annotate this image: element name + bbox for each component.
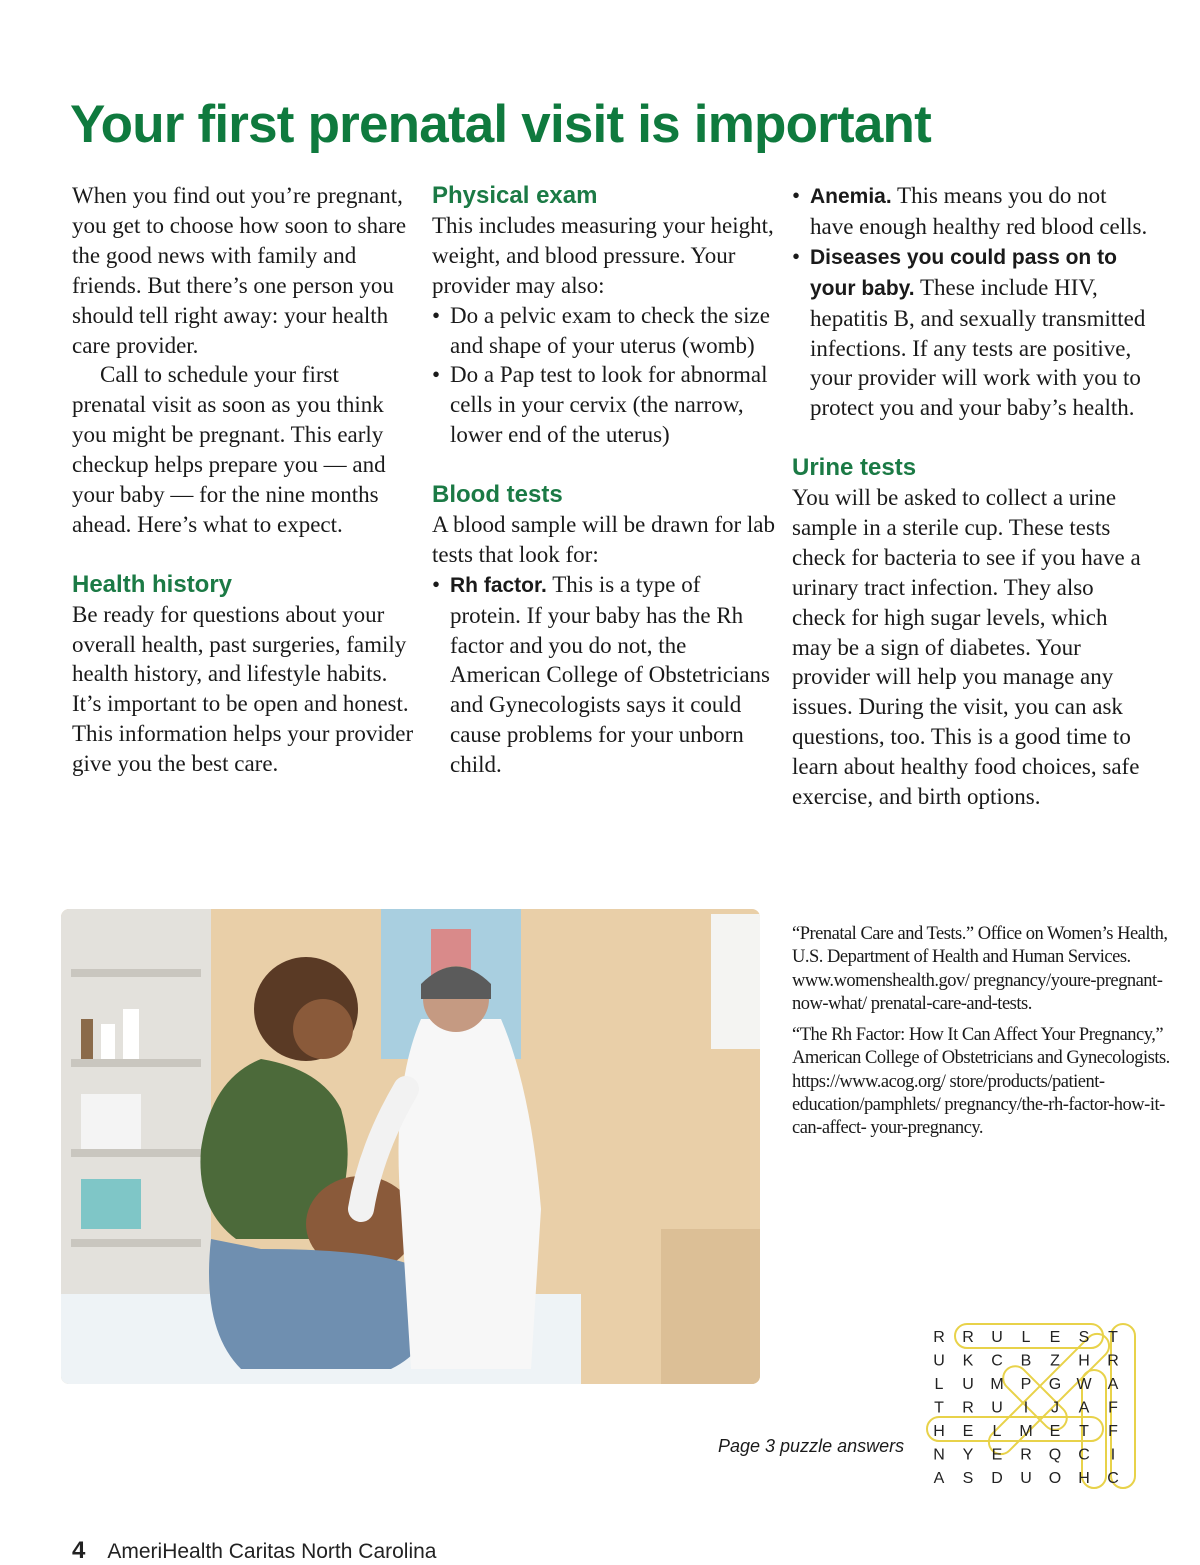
puzzle-letter: B: [1020, 1352, 1032, 1370]
puzzle-letter: T: [1108, 1329, 1118, 1346]
rh-factor-lead: Rh factor.: [450, 573, 547, 597]
list-item: • Do a pelvic exam to check the size and shape of your uterus (womb): [432, 301, 777, 361]
column-1: [72, 181, 417, 779]
puzzle-answers-label: Page 3 puzzle answers: [718, 1436, 905, 1456]
puzzle-letter: E: [991, 1446, 1003, 1464]
column-3: [792, 181, 1152, 812]
health-history-text: Be ready for questions about your overall health, past surgeries, family health history, and lifestyle habits. It’s important to be open and honest. This information helps your provider give you the best care.: [72, 601, 414, 777]
puzzle-letter: C: [1107, 1470, 1119, 1487]
puzzle-letter: M: [990, 1376, 1004, 1393]
diseases-lead: Diseases you could pass on to your baby.: [810, 245, 1117, 300]
puzzle-letter: G: [1048, 1376, 1062, 1393]
puzzle-letter: P: [1020, 1376, 1032, 1393]
puzzle-letter: A: [1107, 1376, 1119, 1393]
puzzle-letter: S: [1078, 1329, 1090, 1346]
page-number: 4: [72, 1537, 86, 1564]
puzzle-letter: Z: [1050, 1352, 1060, 1370]
puzzle-letter: D: [991, 1470, 1003, 1487]
list-item-diseases: [792, 242, 1152, 423]
anemia-lead: Anemia.: [810, 185, 892, 208]
puzzle-letter: H: [1078, 1470, 1090, 1487]
puzzle-letter: K: [962, 1352, 974, 1370]
doctor-examining-pregnant-patient-photo: [61, 909, 760, 1384]
diseases-text: These include HIV, hepatitis B, and sexually transmitted infections. If any tests are positive, your provider will work with you to protect you and your baby’s health.: [810, 274, 1146, 421]
health-history-heading: Health history: [72, 570, 233, 598]
puzzle-letter: T: [1079, 1423, 1089, 1440]
publisher-name: AmeriHealth Caritas North Carolina: [107, 1540, 437, 1563]
puzzle-letter: A: [933, 1470, 945, 1487]
word-search-puzzle-answers: [925, 1322, 1140, 1492]
puzzle-letter: L: [934, 1376, 944, 1393]
list-item-rh-factor: [432, 570, 777, 780]
intro-paragraph-2: Call to schedule your first prenatal visit as soon as you think you might be pregnant. This early checkup helps prepare you — and your baby — for the nine months ahead. Here’s what to expect.: [72, 362, 386, 537]
blood-tests-list: [432, 570, 777, 780]
column-2: [432, 181, 777, 780]
puzzle-letter: T: [934, 1399, 944, 1417]
puzzle-letter: O: [1048, 1470, 1062, 1487]
puzzle-letter: R: [933, 1329, 945, 1346]
references: [792, 923, 1172, 1149]
puzzle-letter: H: [933, 1423, 945, 1440]
puzzle-letter: U: [933, 1352, 945, 1370]
puzzle-letter: U: [1020, 1470, 1032, 1487]
puzzle-letter: Q: [1048, 1446, 1062, 1464]
physical-exam-heading: Physical exam: [432, 182, 598, 209]
physical-exam-list: [432, 301, 777, 451]
urine-tests-heading: Urine tests: [792, 454, 917, 482]
puzzle-letter: J: [1051, 1399, 1059, 1417]
puzzle-letter: C: [1078, 1446, 1090, 1464]
puzzle-letter: I: [1110, 1446, 1116, 1464]
anemia-text: This means you do not have enough healthy red blood cells.: [810, 183, 1148, 239]
puzzle-letter: R: [962, 1399, 974, 1417]
urine-tests-text: You will be asked to collect a urine sample in a sterile cup. These tests check for bacteria to see if you have a urinary tract infection. They also check for high sugar levels, which may be a sign of diabetes. Your provider will help you manage any issues. During the visit, you can ask questions, too. This is a good time to learn about healthy food choices, safe exercise, and birth options.: [792, 485, 1141, 810]
puzzle-letter: W: [1076, 1376, 1092, 1393]
puzzle-letter: S: [962, 1470, 974, 1487]
reference-1: “Prenatal Care and Tests.” Office on Women’s Health, U.S. Department of Health and Human Services. www.womenshealth.gov/ pregnancy/youre-pregnant-now-what/ prenatal-care-and-tests.: [792, 924, 1168, 1014]
blood-tests-heading: Blood tests: [432, 481, 563, 509]
list-item-anemia: [792, 181, 1152, 242]
puzzle-letter: U: [991, 1329, 1003, 1346]
blood-tests-text: A blood sample will be drawn for lab tests that look for:: [432, 511, 776, 567]
puzzle-letter: E: [1049, 1423, 1061, 1440]
reference-2: “The Rh Factor: How It Can Affect Your Pregnancy,” American College of Obstetricians and Gynecologists. https://www.acog.org/ store/products/patient-education/pamphlets/ pregnancy/the-rh-factor-how-it-can-affect- your-pregnancy.: [792, 1025, 1170, 1139]
puzzle-letter: M: [1019, 1423, 1033, 1440]
puzzle-letter: N: [933, 1446, 945, 1464]
rh-factor-text: This is a type of protein. If your baby has the Rh factor and you do not, the American College of Obstetricians and Gynecologists says it could cause problems for your unborn child.: [450, 571, 770, 778]
intro-paragraph-1: When you find out you’re pregnant, you get to choose how soon to share the good news with family and friends. But there’s one person you should tell right away: your health care provider.: [72, 183, 407, 358]
page-footer: [72, 1537, 436, 1565]
puzzle-letter: A: [1078, 1399, 1090, 1417]
puzzle-letter: E: [962, 1423, 974, 1440]
puzzle-letter: L: [992, 1423, 1002, 1440]
puzzle-letter: F: [1108, 1423, 1118, 1440]
puzzle-letter: C: [991, 1352, 1003, 1370]
puzzle-letter: E: [1049, 1329, 1061, 1346]
page-title: Your first prenatal visit is important: [70, 95, 931, 154]
puzzle-letter: U: [991, 1399, 1003, 1417]
puzzle-letter: R: [1107, 1352, 1119, 1370]
puzzle-letter: R: [1020, 1446, 1032, 1464]
list-item: • Do a Pap test to look for abnormal cells in your cervix (the narrow, lower end of the uterus): [432, 360, 777, 450]
blood-tests-list-continued: [792, 181, 1152, 423]
puzzle-letter: U: [962, 1376, 974, 1393]
puzzle-letter: H: [1078, 1352, 1090, 1370]
puzzle-letter: I: [1023, 1399, 1029, 1417]
puzzle-letter: Y: [962, 1446, 974, 1464]
puzzle-letter: R: [962, 1329, 974, 1346]
physical-exam-text: This includes measuring your height, weight, and blood pressure. Your provider may also:: [432, 212, 774, 298]
puzzle-letter: F: [1108, 1399, 1118, 1417]
puzzle-letter: L: [1021, 1329, 1031, 1346]
